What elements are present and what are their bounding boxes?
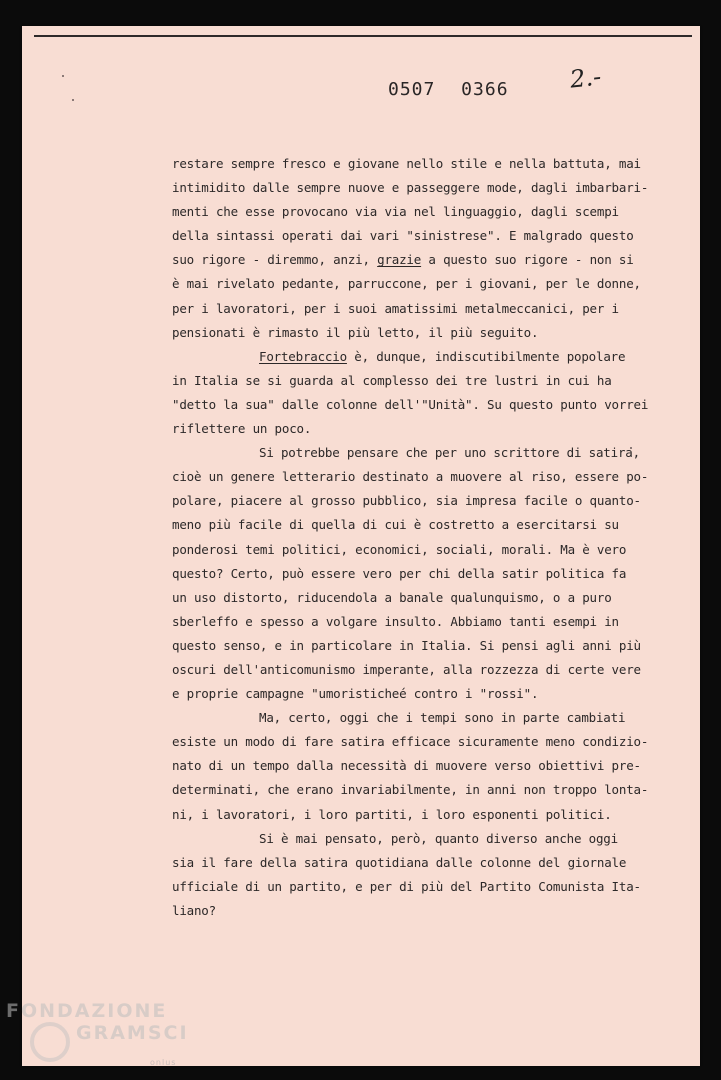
- paragraph: [172, 827, 642, 923]
- text-line: ponderosi temi politici, economici, sociali, morali. Ma è vero: [172, 541, 627, 557]
- underlined-word: Fortebraccio: [259, 348, 347, 364]
- body-text: [172, 152, 649, 923]
- text-line: Si potrebbe pensare che per uno scrittore di satira,: [259, 445, 640, 461]
- text-line: della sintassi operati dai vari "sinistrese". E malgrado questo: [172, 228, 634, 244]
- text-line: questo senso, e in particolare in Italia. Si pensi agli anni più: [172, 637, 641, 653]
- paper-speck: [72, 99, 74, 101]
- text-line: Si è mai pensato, però, quanto diverso anche oggi: [259, 830, 618, 846]
- text-segment: è, dunque, indiscutibilmente popolare: [346, 348, 626, 364]
- text-line: ufficiale di un partito, e per di più del Partito Comunista Ita-: [172, 878, 641, 894]
- text-line: questo? Certo, può essere vero per chi della satir politica fa: [172, 565, 627, 581]
- archive-number: 0507 0366: [388, 79, 509, 100]
- paragraph: [172, 441, 649, 706]
- text-line: sberleffo e spesso a volgare insulto. Abbiamo tanti esempi in: [172, 613, 619, 629]
- text-line: intimidito dalle sempre nuove e passeggere mode, dagli imbarbari-: [172, 180, 649, 196]
- text-line: [172, 345, 642, 369]
- text-line: liano?: [172, 902, 216, 918]
- paragraph: [172, 706, 649, 826]
- text-line: in Italia se si guarda al complesso dei tre lustri in cui ha: [172, 372, 612, 388]
- watermark-line: FONDAZIONE: [6, 1000, 168, 1022]
- text-line: determinati, che erano invariabilmente, in anni non troppo lonta-: [172, 782, 649, 798]
- watermark-line: GRAMSCI: [76, 1022, 189, 1044]
- text-line: meno più facile di quella di cui è costretto a esercitarsi su: [172, 517, 619, 533]
- watermark: [6, 1000, 189, 1044]
- paper-speck: [62, 75, 64, 77]
- text-line: "detto la sua" dalle colonne dell'"Unità". Su questo punto vorrei: [172, 396, 649, 412]
- text-line: ni, i lavoratori, i loro partiti, i loro esponenti politici.: [172, 806, 612, 822]
- text-segment: suo rigore - diremmo, anzi,: [172, 252, 378, 268]
- text-line: Ma, certo, oggi che i tempi sono in parte cambiati: [259, 710, 626, 726]
- watermark-caption: onlus: [150, 1058, 177, 1067]
- paragraph: [172, 152, 649, 345]
- document-page: [22, 26, 700, 1066]
- text-line: restare sempre fresco e giovane nello stile e nella battuta, mai: [172, 156, 641, 171]
- underlined-word: grazie: [377, 252, 422, 268]
- text-line: riflettere un poco.: [172, 421, 312, 437]
- text-line: oscuri dell'anticomunismo imperante, alla rozzezza di certe vere: [172, 661, 641, 677]
- text-line: un uso distorto, riducendola a banale qualunquismo, o a puro: [172, 589, 612, 605]
- text-line: polare, piacere al grosso pubblico, sia impresa facile o quanto-: [172, 493, 641, 509]
- text-line: per i lavoratori, per i suoi amatissimi metalmeccanici, per i: [172, 300, 619, 316]
- text-segment: a questo suo rigore - non si: [421, 252, 634, 268]
- paragraph: [172, 345, 649, 441]
- text-line: menti che esse provocano via via nel linguaggio, dagli scempi: [172, 204, 619, 220]
- text-line: [172, 248, 642, 272]
- text-line: esiste un modo di fare satira efficace sicuramente meno condizio-: [172, 734, 649, 750]
- text-line: è mai rivelato pedante, parruccone, per i giovani, per le donne,: [172, 276, 641, 292]
- text-line: nato di un tempo dalla necessità di muovere verso obiettivi pre-: [172, 758, 641, 774]
- top-rule: [34, 35, 692, 37]
- text-line: cioè un genere letterario destinato a muovere al riso, essere po-: [172, 469, 649, 485]
- text-line: pensionati è rimasto il più letto, il più seguito.: [172, 324, 539, 340]
- text-line: e proprie campagne "umoristicheé contro i "rossi".: [172, 686, 539, 702]
- text-line: sia il fare della satira quotidiana dalle colonne del giornale: [172, 854, 627, 870]
- handwritten-page-number: 2.-: [568, 62, 603, 94]
